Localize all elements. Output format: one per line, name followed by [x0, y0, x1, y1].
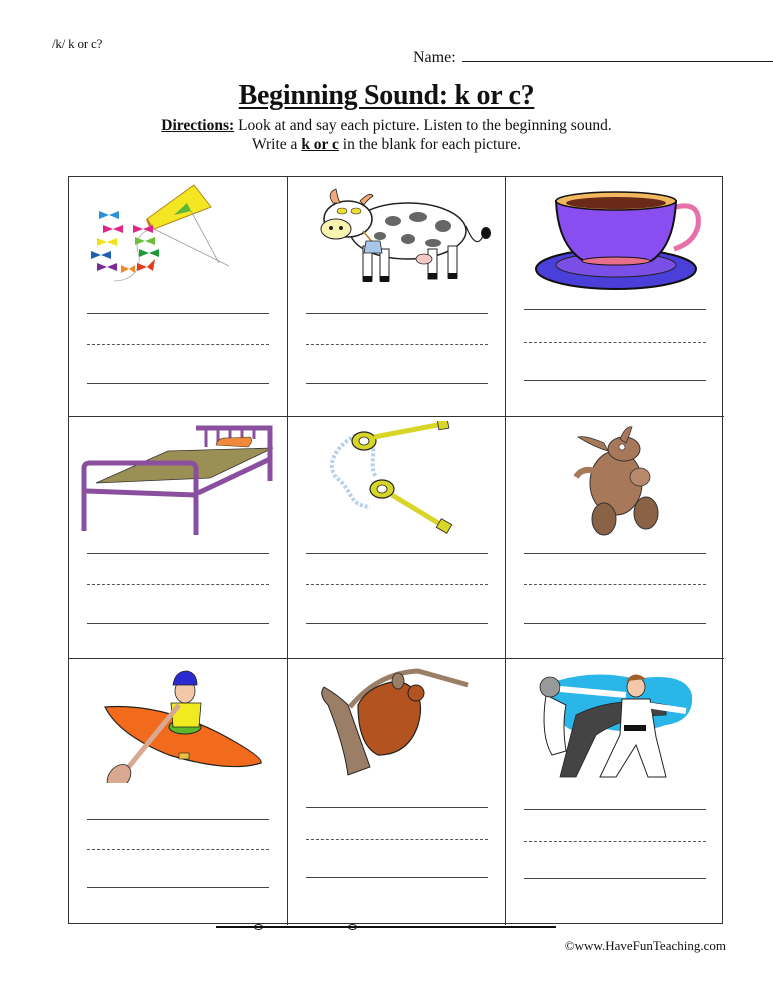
answer-midline[interactable] — [524, 841, 706, 842]
karate-icon — [516, 665, 712, 783]
answer-top-line[interactable] — [306, 313, 488, 314]
name-field-row — [413, 47, 773, 67]
cell-cup — [506, 177, 724, 417]
cell-cot — [69, 417, 288, 659]
answer-top-line[interactable] — [524, 309, 706, 310]
kayak-icon — [79, 665, 275, 783]
kite-icon — [79, 181, 275, 299]
cot-icon — [71, 423, 281, 541]
cell-cow — [288, 177, 506, 417]
clipped-title-underline — [216, 926, 556, 928]
answer-midline[interactable] — [306, 839, 488, 840]
name-label: Name: — [413, 49, 456, 66]
answer-top-line[interactable] — [524, 553, 706, 554]
answer-top-line[interactable] — [87, 553, 269, 554]
answer-top-line[interactable] — [306, 807, 488, 808]
directions-text-pre: Write a — [252, 136, 302, 153]
answer-baseline[interactable] — [87, 887, 269, 888]
answer-top-line[interactable] — [524, 809, 706, 810]
kangaroo-icon — [516, 421, 712, 539]
directions-label: Directions: — [161, 117, 235, 134]
answer-midline[interactable] — [306, 344, 488, 345]
directions-line-1 — [0, 117, 773, 135]
answer-top-line[interactable] — [87, 819, 269, 820]
directions-text-post: in the blank for each picture. — [338, 136, 521, 153]
title-text: Beginning Sound: k or c? — [238, 80, 535, 111]
cow-icon — [298, 181, 494, 299]
name-blank-line[interactable] — [462, 47, 773, 62]
answer-baseline[interactable] — [524, 623, 706, 624]
picture-grid — [68, 176, 723, 924]
answer-midline[interactable] — [524, 584, 706, 585]
answer-baseline[interactable] — [87, 623, 269, 624]
answer-baseline[interactable] — [306, 877, 488, 878]
clipped-descender-2 — [348, 924, 357, 930]
directions-emphasis: k or c — [301, 136, 339, 153]
answer-baseline[interactable] — [87, 383, 269, 384]
directions-line-2 — [0, 136, 773, 154]
clipped-descender-1 — [254, 924, 263, 930]
cell-koala — [288, 659, 506, 925]
cell-karate — [506, 659, 724, 925]
answer-midline[interactable] — [87, 344, 269, 345]
answer-top-line[interactable] — [306, 553, 488, 554]
directions-text: Look at and say each picture. Listen to the beginning sound. — [238, 117, 612, 134]
keys-icon — [298, 421, 494, 539]
cell-kangaroo — [506, 417, 724, 659]
cell-kayak — [69, 659, 288, 925]
koala-icon — [298, 665, 494, 783]
answer-midline[interactable] — [87, 584, 269, 585]
answer-top-line[interactable] — [87, 313, 269, 314]
cell-keys — [288, 417, 506, 659]
answer-baseline[interactable] — [306, 383, 488, 384]
answer-midline[interactable] — [306, 584, 488, 585]
answer-baseline[interactable] — [524, 380, 706, 381]
answer-midline[interactable] — [87, 849, 269, 850]
worksheet-topic-label: /k/ k or c? — [52, 36, 103, 51]
page-title — [0, 80, 773, 112]
answer-baseline[interactable] — [524, 878, 706, 879]
cup-icon — [516, 181, 712, 299]
answer-baseline[interactable] — [306, 623, 488, 624]
answer-midline[interactable] — [524, 342, 706, 343]
cell-kite — [69, 177, 288, 417]
copyright-footer: ©www.HaveFunTeaching.com — [564, 938, 726, 953]
